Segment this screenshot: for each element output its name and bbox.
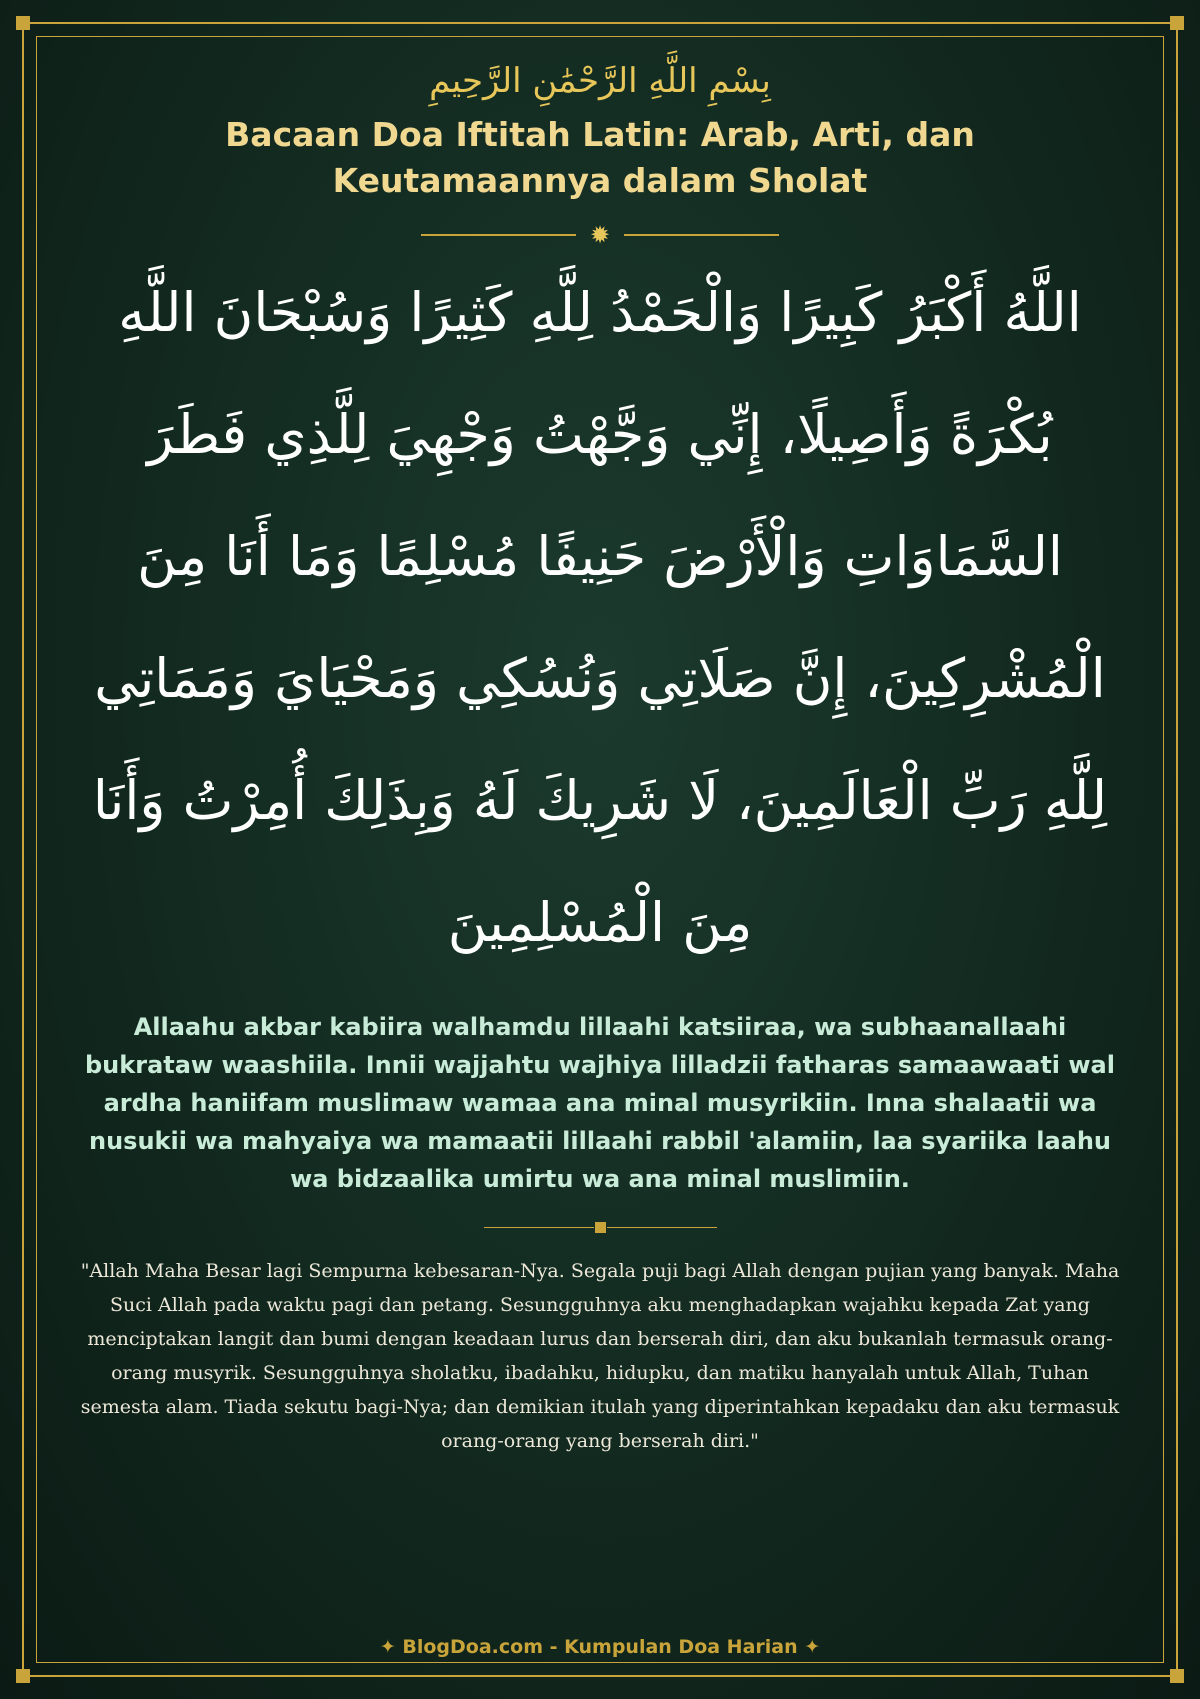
arabic-prayer-text: اللَّهُ أَكْبَرُ كَبِيرًا وَالْحَمْدُ لِلَّهِ كَثِيرًا وَسُبْحَانَ اللَّهِ بُكْرَةً وَأَصِيلًا، إِنِّي وَجَّهْتُ وَجْهِيَ لِلَّذِي فَطَرَ السَّمَاوَاتِ وَالْأَرْضَ حَنِيفًا مُسْلِمًا وَمَا أَنَا مِنَ الْمُشْرِكِينَ، إِنَّ صَلَاتِي وَنُسُكِي وَمَحْيَايَ وَمَمَاتِي لِلَّهِ رَبِّ الْعَالَمِينَ، لَا شَرِيكَ لَهُ وَبِذَلِكَ أُمِرْتُ وَأَنَا مِنَ الْمُسْلِمِينَ — [92, 281, 1108, 954]
latin-transliteration: Allaahu akbar kabiira walhamdu lillaahi katsiiraa, wa subhaanallaahi bukrataw waashiila. Innii wajjahtu wajhiya lilladzii fatharas samaawaati wal ardha haniifam muslimaw wamaa ana minal musyrikiin. Inna shalaatii wa nusukii wa mahyaiya wa mamaatii lillaahi rabbil 'alamiin, laa syariika laahu wa bidzaalika umirtu wa ana minal muslimiin. — [85, 1013, 1115, 1193]
main-content — [60, 56, 1140, 1458]
title-divider — [60, 222, 1140, 248]
corner-ornament-bottom-left — [16, 1669, 30, 1683]
basmala: بِسْمِ اللَّهِ الرَّحْمَٰنِ الرَّحِيمِ — [429, 61, 771, 101]
indonesian-translation: "Allah Maha Besar lagi Sempurna kebesaran-Nya. Segala puji bagi Allah dengan pujian yang banyak. Maha Suci Allah pada waktu pagi dan petang. Sesungguhnya aku menghadapkan wajahku kepada Zat yang menciptakan langit dan bumi dengan keadaan lurus dan berserah diri, dan aku bukanlah termasuk orang-orang musyrik. Sesungguhnya sholatku, ibadahku, hidupku, dan matiku hanyalah untuk Allah, Tuhan semesta alam. Tiada sekutu bagi-Nya; dan demikian itulah yang diperintahkan kepadaku dan aku termasuk orang-orang yang berserah diri." — [80, 1260, 1120, 1452]
corner-ornament-top-left — [16, 16, 30, 30]
star-icon: ✹ — [589, 221, 611, 249]
footer-credit: ✦ BlogDoa.com - Kumpulan Doa Harian ✦ — [379, 1636, 821, 1658]
divider-line-left — [484, 1227, 594, 1228]
corner-ornament-top-right — [1170, 16, 1184, 30]
section-divider — [60, 1218, 1140, 1236]
divider-diamond-icon — [595, 1222, 606, 1233]
page-title: Bacaan Doa Iftitah Latin: Arab, Arti, dan Keutamaannya dalam Sholat — [225, 115, 975, 200]
divider-line-right — [624, 234, 779, 236]
corner-ornament-bottom-right — [1170, 1669, 1184, 1683]
divider-line-left — [421, 234, 576, 236]
divider-line-right — [607, 1227, 717, 1228]
